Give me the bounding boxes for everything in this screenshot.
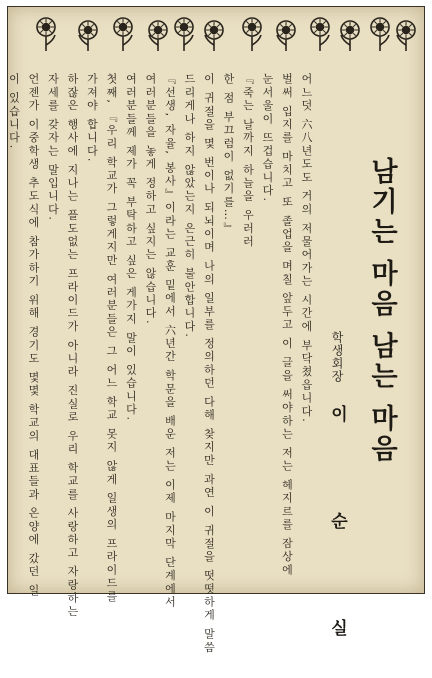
body-column: 하잖은 행사에 지나는 플도없는 프라이드가 아니라 진실로 우리 학교를 사랑하고 자랑하는 <box>66 73 79 619</box>
body-column: 『선생, 자율, 봉사』이라는 교훈 밑에서 六년간 학문을 배운 저는 이제 마지막 단계에서 <box>163 73 177 610</box>
flower-icon <box>37 18 55 51</box>
body-column: 자세를 갖자는 말입니다. <box>46 73 60 223</box>
flower-icon <box>175 18 193 51</box>
flower-icon <box>114 18 132 51</box>
flower-icon <box>79 21 97 51</box>
body-column: 『죽는 날까지 하늘을 우러러 <box>241 73 255 249</box>
author-name: 이 순 실 <box>327 405 347 678</box>
body-column: 벌써 입지를 마치고 또 졸업을 며칠 앞두고 이 글을 써야하는 저는 헤지르를 잠상에 <box>280 73 294 577</box>
body-column: 첫째, 『우리 학교가 그렇게지만 여러분들은 그 어느 학교 못지 않게 일생의 프라이드를 <box>105 73 118 604</box>
body-column: 이 있습니다. <box>7 73 21 151</box>
body-column: 가져야 합니다. <box>85 73 99 164</box>
flower-icon <box>311 18 329 51</box>
floral-border <box>8 7 426 63</box>
body-column: 한 점 부끄럼이 없기를…』 <box>222 73 235 236</box>
flower-icon <box>149 21 167 51</box>
body-column: 드리게나 하지 않았는지 은근히 불안합니다. <box>183 73 196 340</box>
body-column: 여러분들께 제가 꼭 부탁하고 싶은 게가지 말이 있습니다. <box>124 73 138 423</box>
article-body <box>7 73 316 655</box>
flower-icon <box>341 21 359 51</box>
flower-icon <box>205 21 223 51</box>
author-role: 학생회장 <box>330 331 344 383</box>
flower-icon <box>397 21 415 51</box>
flower-icon <box>243 18 261 51</box>
flower-icon <box>371 18 389 51</box>
body-column: 이 귀절을 몇 번이나 되뇌이며 나의 일부를 정의하던 다해 찾지만 과연 이 귀절을 떳떳하게 말씀 <box>202 73 216 655</box>
magazine-page <box>7 6 425 678</box>
body-column: 눈서울이 뜨겁습니다. <box>261 73 274 204</box>
body-column: 언젠가 이중학생 추도식에 참가하기 위해 경기도 몇몇 학교의 대표들과 온양에 갔던 일 <box>27 73 40 598</box>
article-title: 남기는 마음 남는 마음 <box>366 157 397 465</box>
body-column: 어느덧 六八년도도 거의 저물어가는 시간에 부닥쳤읍니다. <box>300 73 313 424</box>
body-column: 여러분들을 놓게 정하고 싶지는 않습니다. <box>144 73 157 326</box>
flower-icon <box>277 21 295 51</box>
